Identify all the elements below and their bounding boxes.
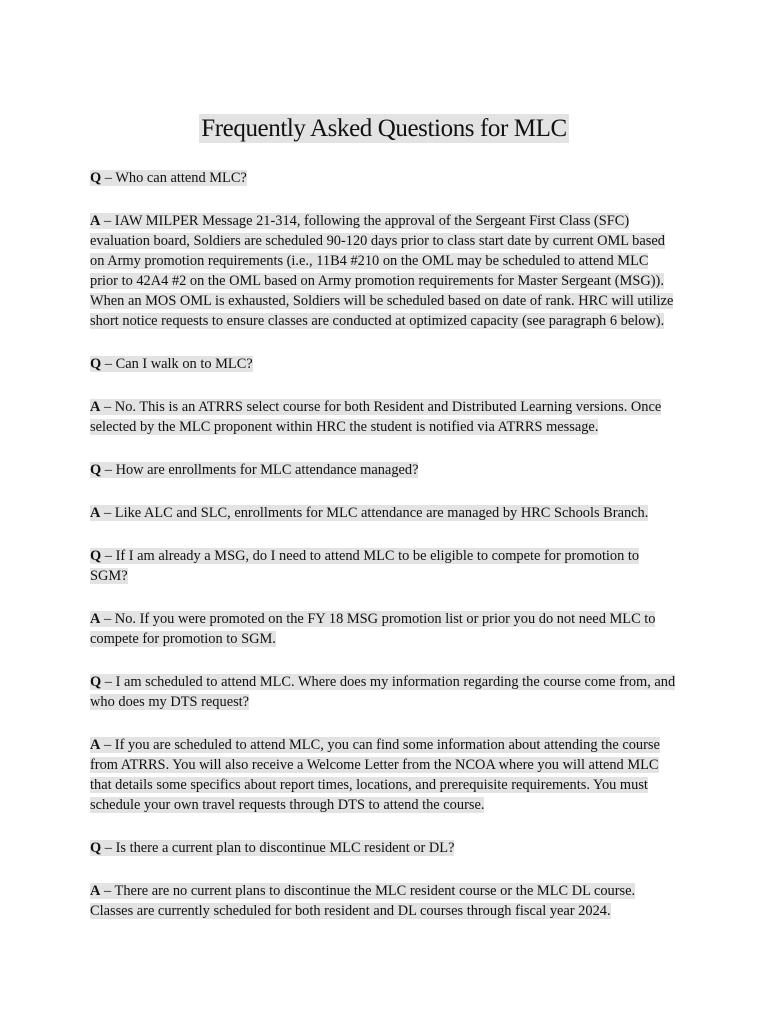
- faq-answer: A – Like ALC and SLC, enrollments for MLC attendance are managed by HRC Schools Branch.: [90, 505, 649, 521]
- faq-question: Q – Can I walk on to MLC?: [90, 356, 253, 372]
- faq-question: Q – I am scheduled to attend MLC. Where does my information regarding the course come from, and who does my DTS request?: [90, 674, 676, 710]
- faq-answer: A – IAW MILPER Message 21-314, following the approval of the Sergeant First Class (SFC) evaluation board, Soldiers are scheduled 90-120 days prior to class start date by current OML based on Army promotion requirements (i.e., 11B4 #210 on the OML may be scheduled to attend MLC prior to 42A4 #2 on the OML based on Army promotion requirements for Master Sergeant (MSG)). When an MOS OML is exhausted, Soldiers will be scheduled based on date of rank. HRC will utilize short notice requests to ensure classes are conducted at optimized capacity (see paragraph 6 below).: [90, 213, 674, 329]
- faq-answer: A – No. If you were promoted on the FY 18 MSG promotion list or prior you do not need MLC to compete for promotion to SGM.: [90, 611, 656, 647]
- faq-question: Q – Who can attend MLC?: [90, 170, 247, 186]
- faq-question: Q – Is there a current plan to discontinue MLC resident or DL?: [90, 840, 455, 856]
- faq-answer: A – No. This is an ATRRS select course for both Resident and Distributed Learning versions. Once selected by the MLC proponent within HRC the student is notified via ATRRS message.: [90, 399, 662, 435]
- faq-question: Q – How are enrollments for MLC attendance managed?: [90, 462, 419, 478]
- faq-list: [90, 168, 680, 944]
- faq-answer: A – If you are scheduled to attend MLC, you can find some information about attending the course from ATRRS. You will also receive a Welcome Letter from the NCOA where you will attend MLC that details some specifics about report times, locations, and prerequisite requirements. You must schedule your own travel requests through DTS to attend the course.: [90, 737, 660, 813]
- faq-question: Q – If I am already a MSG, do I need to attend MLC to be eligible to compete for promotion to SGM?: [90, 548, 640, 584]
- page-title: Frequently Asked Questions for MLC: [201, 115, 567, 142]
- faq-answer: A – There are no current plans to discontinue the MLC resident course or the MLC DL course. Classes are currently scheduled for both resident and DL courses through fiscal year 2024.: [90, 883, 636, 919]
